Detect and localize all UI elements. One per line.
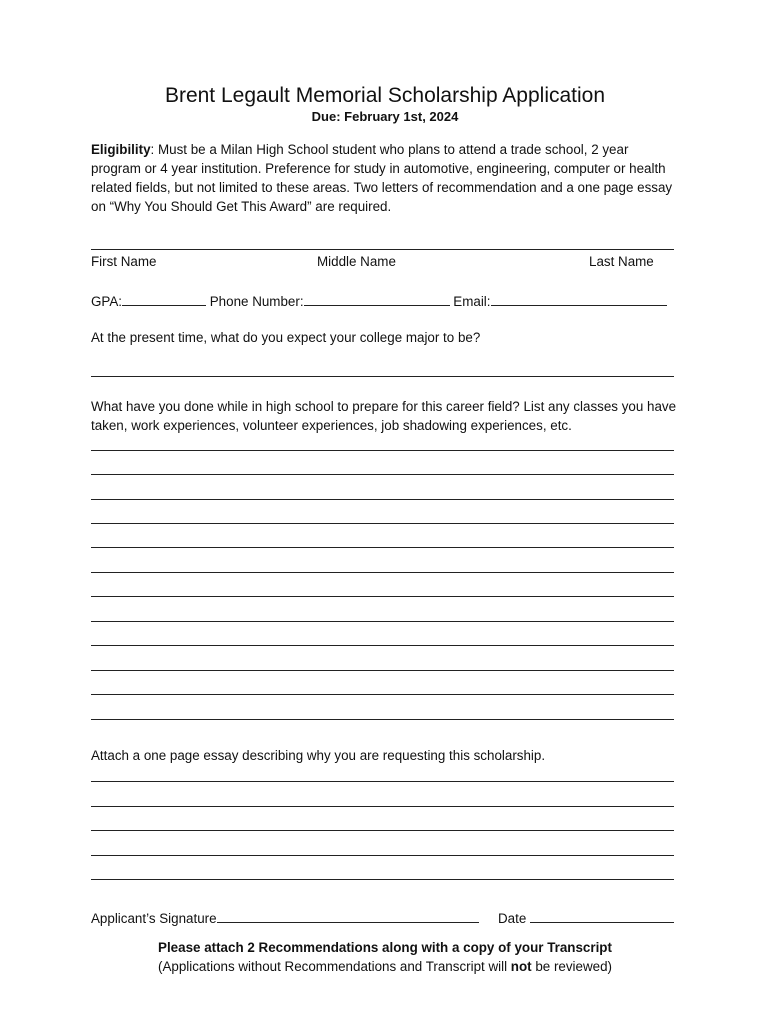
signature-row (91, 909, 479, 926)
answer-line[interactable] (91, 855, 674, 856)
email-label: Email: (453, 294, 491, 309)
review-note-suffix: be reviewed) (531, 959, 612, 974)
phone-field[interactable] (304, 292, 450, 306)
attachment-note: Please attach 2 Recommendations along with a copy of your Transcript (158, 940, 612, 955)
email-field[interactable] (491, 292, 667, 306)
date-label: Date (498, 911, 527, 926)
essay-instruction: Attach a one page essay describing why you are requesting this scholarship. (91, 748, 546, 763)
major-question: At the present time, what do you expect your college major to be? (91, 330, 481, 345)
answer-line[interactable] (91, 547, 674, 548)
answer-line[interactable] (91, 523, 674, 524)
eligibility-label: Eligibility (91, 142, 151, 157)
contact-row (91, 292, 667, 309)
answer-line[interactable] (91, 645, 674, 646)
gpa-label: GPA: (91, 294, 123, 309)
answer-line[interactable] (91, 376, 674, 377)
eligibility-paragraph (91, 140, 681, 216)
answer-line[interactable] (91, 694, 674, 695)
middle-name-label: Middle Name (317, 254, 396, 269)
last-name-label: Last Name (589, 254, 654, 269)
eligibility-text: : Must be a Milan High School student who plans to attend a trade school, 2 year program or 4 year institution. Preference for study in automotive, engineering, computer or health related fields, but not limited to these areas. Two letters of recommendation and a one page essay on “Why You Should Get This Award” are required. (91, 142, 673, 214)
review-note-prefix: (Applications without Recommendations and Transcript will (158, 959, 511, 974)
preparation-question: What have you done while in high school to prepare for this career field? List any classes you have taken, work experiences, volunteer experiences, job shadowing experiences, etc. (91, 399, 677, 433)
answer-line[interactable] (91, 572, 674, 573)
name-line[interactable] (91, 249, 674, 250)
review-note-emphasis: not (510, 959, 532, 974)
answer-line[interactable] (91, 499, 674, 500)
answer-line[interactable] (91, 781, 674, 782)
answer-line[interactable] (91, 879, 674, 880)
signature-label: Applicant’s Signature (91, 911, 217, 926)
answer-line[interactable] (91, 830, 674, 831)
gpa-field[interactable] (122, 292, 206, 306)
answer-line[interactable] (91, 621, 674, 622)
answer-line[interactable] (91, 596, 674, 597)
date-row (498, 909, 674, 926)
answer-line[interactable] (91, 806, 674, 807)
first-name-label: First Name (91, 254, 157, 269)
page-title: Brent Legault Memorial Scholarship Application (164, 84, 606, 107)
answer-line[interactable] (91, 670, 674, 671)
answer-line[interactable] (91, 450, 674, 451)
review-note (0, 959, 770, 974)
answer-line[interactable] (91, 719, 674, 720)
answer-line[interactable] (91, 474, 674, 475)
signature-field[interactable] (217, 909, 479, 923)
phone-label: Phone Number: (209, 294, 304, 309)
due-date: Due: February 1st, 2024 (311, 109, 459, 124)
date-field[interactable] (530, 909, 674, 923)
